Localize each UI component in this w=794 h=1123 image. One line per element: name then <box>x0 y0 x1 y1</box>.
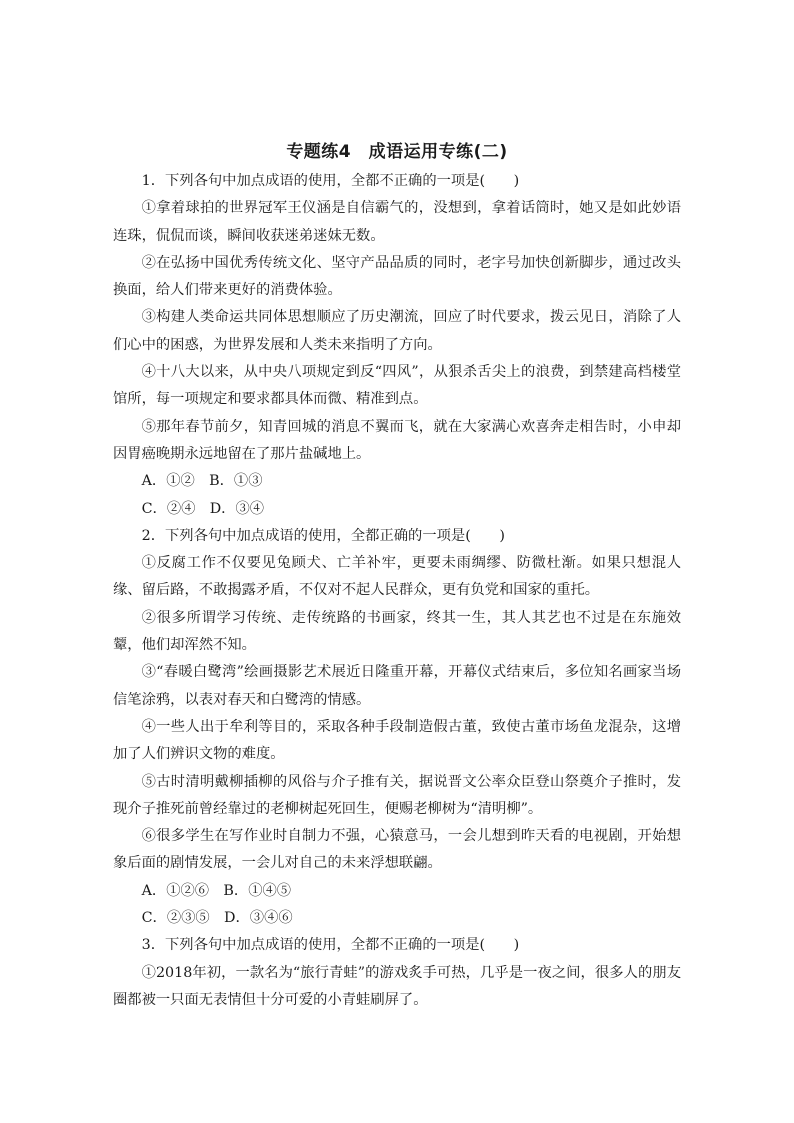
question-2-sentence-4: ④一些人出于牟利等目的，采取各种手段制造假古董，致使古董市场鱼龙混杂，这增加了人们辨识文物的难度。 <box>113 718 681 763</box>
question-2-options-row-2: C．②③⑤ D．③④⑥ <box>141 910 293 927</box>
question-1-sentence-4: ④十八大以来，从中央八项规定到反“四风”，从狠杀舌尖上的浪费，到禁建高档楼堂馆所，每一项规定和要求都具体而微、精准到点。 <box>113 364 681 408</box>
question-3-sentence-1: ①2018年初，一款名为“旅行青蛙”的游戏炙手可热，几乎是一夜之间，很多人的朋友圈都被一只面无表情但十分可爱的小青蛙刷屏了。 <box>113 964 681 1008</box>
question-1-stem: 1．下列各句中加点成语的使用，全都不正确的一项是( ) <box>141 173 520 189</box>
question-1-sentence-1: ①拿着球拍的世界冠军王仪涵是自信霸气的，没想到，拿着话筒时，她又是如此妙语连珠，侃侃而谈，瞬间收获迷弟迷妹无数。 <box>113 200 681 244</box>
question-3-stem: 3．下列各句中加点成语的使用，全都不正确的一项是( ) <box>141 937 520 954</box>
question-2-sentence-6: ⑥很多学生在写作业时自制力不强，心猿意马，一会儿想到昨天看的电视剧，开始想象后面的剧情发展，一会儿对自己的未来浮想联翩。 <box>113 828 681 872</box>
question-2-sentence-2: ②很多所谓学习传统、走传统路的书画家，终其一生，其人其艺也不过是在东施效颦，他们却浑然不知。 <box>113 609 681 654</box>
question-1-sentence-3: ③构建人类命运共同体思想顺应了历史潮流，回应了时代要求，拨云见日，消除了人们心中的困惑，为世界发展和人类未来指明了方向。 <box>113 309 681 353</box>
document-body <box>113 168 681 1014</box>
question-1-options-row-1: A．①② B．①③ <box>141 473 263 490</box>
question-2-options-row-1: A．①②⑥ B．①④⑤ <box>141 882 292 899</box>
question-1-sentence-5: ⑤那年春节前夕，知青回城的消息不翼而飞，就在大家满心欢喜奔走相告时，小申却因胃癌晚期永远地留在了那片盐碱地上。 <box>113 418 681 462</box>
question-2-sentence-1: ①反腐工作不仅要见兔顾犬、亡羊补牢，更要未雨绸缪、防微杜渐。如果只想混人缘、留后路，不敢揭露矛盾，不仅对不起人民群众，更有负党和国家的重托。 <box>113 555 681 599</box>
question-2-stem: 2．下列各句中加点成语的使用，全都正确的一项是( ) <box>141 527 505 544</box>
page-title: 专题练4 成语运用专练(二) <box>286 142 508 162</box>
question-1-options-row-2: C．②④ D．③④ <box>141 500 265 517</box>
question-2-sentence-5: ⑤古时清明戴柳插柳的风俗与介子推有关，据说晋文公率众臣登山祭奠介子推时，发现介子推死前曾经靠过的老柳树起死回生，便赐老柳树为“清明柳”。 <box>113 773 681 817</box>
question-2-sentence-3: ③“春暖白鹭湾”绘画摄影艺术展近日隆重开幕，开幕仪式结束后，多位知名画家当场信笔涂鸦，以表对春天和白鹭湾的情感。 <box>113 664 681 708</box>
question-1-sentence-2: ②在弘扬中国优秀传统文化、坚守产品品质的同时，老字号加快创新脚步，通过改头换面，给人们带来更好的消费体验。 <box>113 254 681 299</box>
